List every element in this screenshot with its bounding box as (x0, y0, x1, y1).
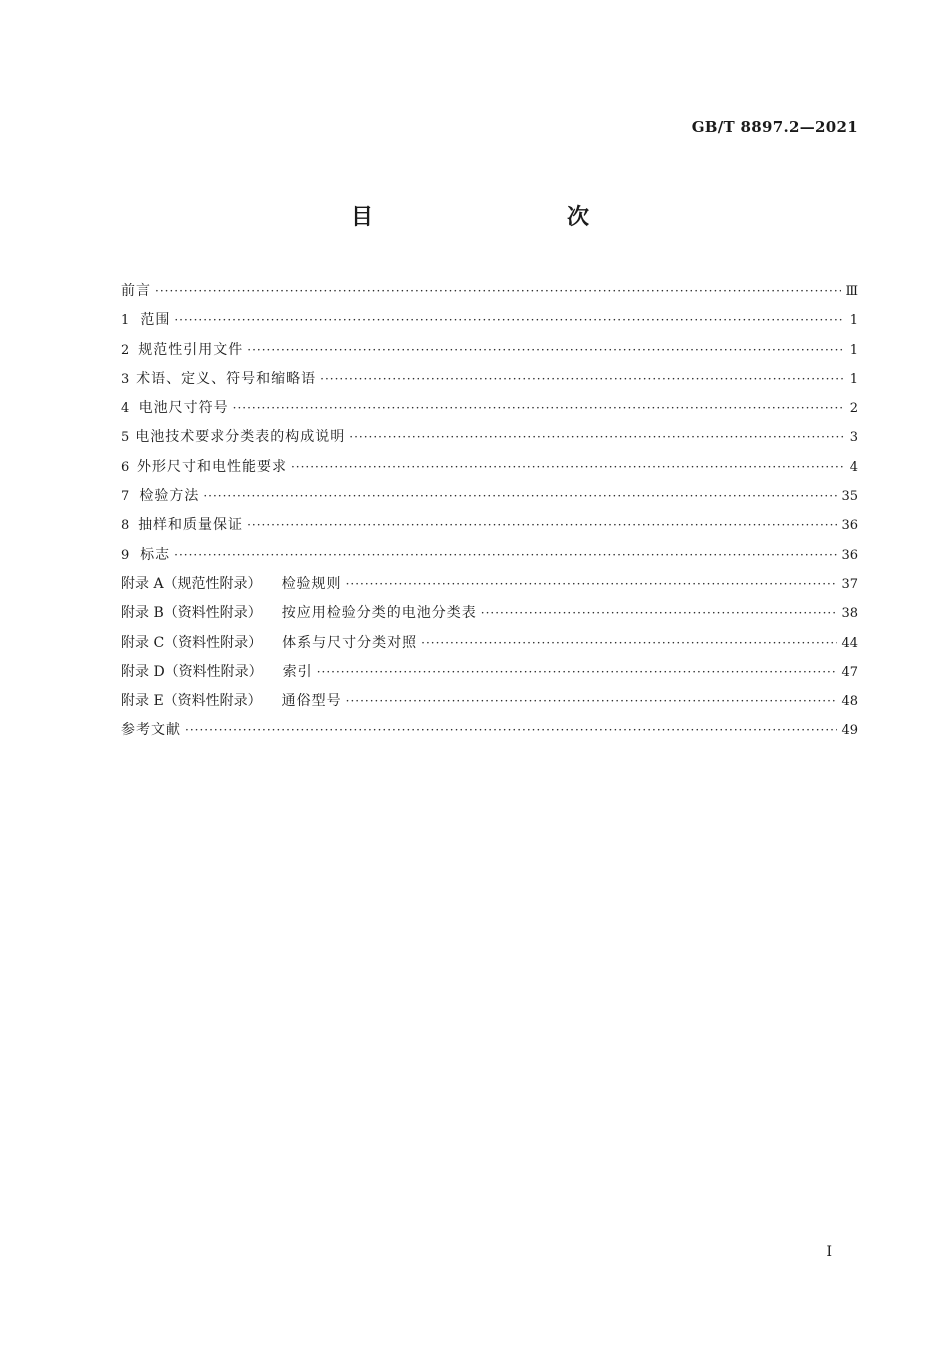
toc-entry-number: 4 (121, 401, 130, 417)
toc-entry-page: 1 (849, 313, 858, 329)
toc-entry-label: 检验规则 (281, 575, 342, 592)
toc-entry-number: 6 (121, 459, 130, 475)
toc-leader-dots (203, 485, 837, 507)
toc-entry-number: 附录 B（资料性附录） (121, 605, 262, 622)
toc-entry-page: 35 (841, 489, 858, 505)
toc-entry-label: 术语、定义、符号和缩略语 (136, 370, 317, 387)
toc-entry-label: 体系与尺寸分类对照 (282, 634, 418, 651)
toc-entry-4[interactable] (121, 397, 858, 426)
toc-leader-dots (346, 573, 838, 595)
toc-entry-page: 36 (841, 518, 858, 534)
toc-entry-page: 1 (849, 371, 858, 387)
toc-entry-page: 44 (841, 635, 858, 651)
toc-entry-page: 1 (849, 342, 858, 358)
toc-leader-dots (247, 339, 844, 361)
toc-entry-page: Ⅲ (845, 284, 858, 299)
toc-entry-page: 4 (849, 459, 858, 475)
toc-leader-dots (155, 280, 841, 302)
toc-entry-label: 按应用检验分类的电池分类表 (281, 605, 477, 622)
toc-entry-number: 附录 A（规范性附录） (121, 575, 262, 592)
toc-entry-label: 外形尺寸和电性能要求 (136, 458, 287, 475)
toc-entry-label: 标志 (140, 546, 171, 563)
standard-code: GB/T 8897.2—2021 (691, 118, 858, 136)
toc-entry-number: 2 (121, 342, 130, 358)
toc-entry-1[interactable] (121, 309, 858, 338)
toc-entry-page: 37 (841, 576, 858, 592)
toc-entry-6[interactable] (121, 456, 858, 485)
toc-leader-dots (247, 514, 837, 536)
toc-entry-number: 1 (121, 313, 130, 329)
toc-entry-label: 检验方法 (139, 488, 200, 505)
toc-entry-number: 附录 C（资料性附录） (121, 634, 263, 651)
toc-entry-label: 抽样和质量保证 (138, 517, 244, 534)
toc-entry-label: 通俗型号 (281, 693, 342, 710)
toc-entry-page: 47 (841, 664, 858, 680)
toc-leader-dots (421, 632, 837, 654)
toc-entry-page: 2 (849, 401, 858, 417)
toc-entry-label: 前言 (121, 283, 151, 299)
toc-entry-appendix-c[interactable] (121, 632, 858, 661)
toc-entry-number: 附录 D（资料性附录） (121, 663, 263, 680)
toc-leader-dots (346, 690, 838, 712)
toc-entry-appendix-d[interactable] (121, 661, 858, 690)
toc-entry-page: 36 (841, 547, 858, 563)
toc-entry-label: 索引 (282, 663, 313, 680)
toc-entry-foreword[interactable] (121, 280, 858, 309)
toc-entry-appendix-b[interactable] (121, 602, 858, 631)
toc-entry-references[interactable] (121, 719, 858, 748)
toc-leader-dots (317, 661, 838, 683)
toc-entry-8[interactable] (121, 514, 858, 543)
page-number: I (826, 1244, 832, 1260)
toc-entry-page: 48 (841, 694, 858, 710)
toc-entry-page: 49 (841, 723, 858, 739)
toc-entry-5[interactable] (121, 426, 858, 455)
toc-leader-dots (291, 456, 844, 478)
toc-leader-dots (174, 309, 844, 331)
toc-entry-number: 3 (121, 371, 130, 387)
toc-leader-dots (233, 397, 844, 419)
toc-entry-3[interactable] (121, 368, 858, 397)
table-of-contents (121, 280, 858, 749)
toc-title: 目 次 (350, 205, 639, 230)
toc-entry-label: 参考文献 (121, 722, 181, 739)
toc-entry-number: 9 (121, 547, 130, 563)
toc-entry-9[interactable] (121, 544, 858, 573)
toc-entry-appendix-a[interactable] (121, 573, 858, 602)
toc-entry-number: 附录 E（资料性附录） (121, 693, 262, 710)
toc-entry-page: 38 (841, 606, 858, 622)
toc-leader-dots (174, 544, 837, 566)
toc-entry-page: 3 (849, 430, 858, 446)
toc-entry-label: 范围 (140, 312, 171, 329)
toc-entry-number: 8 (121, 518, 130, 534)
toc-leader-dots (185, 719, 837, 741)
toc-entry-label: 电池技术要求分类表的构成说明 (135, 429, 346, 446)
toc-entry-appendix-e[interactable] (121, 690, 858, 719)
toc-entry-7[interactable] (121, 485, 858, 514)
toc-leader-dots (481, 602, 838, 624)
toc-entry-label: 电池尺寸符号 (138, 400, 229, 417)
toc-entry-2[interactable] (121, 339, 858, 368)
toc-leader-dots (320, 368, 844, 390)
toc-entry-label: 规范性引用文件 (138, 341, 244, 358)
toc-entry-number: 7 (121, 489, 130, 505)
toc-entry-number: 5 (121, 430, 130, 446)
toc-leader-dots (349, 426, 844, 448)
